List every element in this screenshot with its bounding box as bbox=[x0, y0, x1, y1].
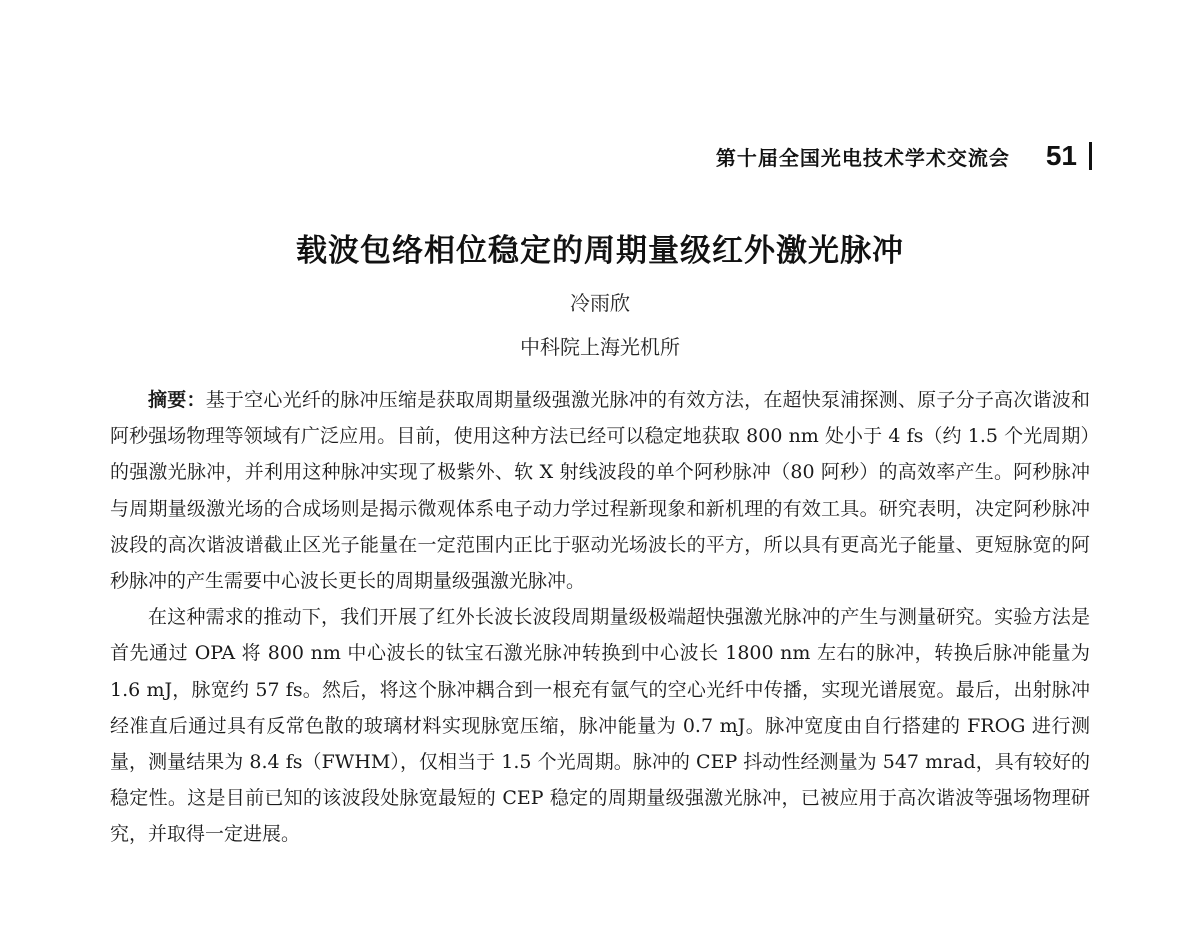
abstract-text: 基于空心光纤的脉冲压缩是获取周期量级强激光脉冲的有效方法，在超快泵浦探测、原子分子高次谐波和阿秒强场物理等领域有广泛应用。目前，使用这种方法已经可以稳定地获取 800 nm 处小于 4 fs（约 1.5 个光周期）的强激光脉冲，并利用这种脉冲实现了极紫外、软 X 射线波段的单个阿秒脉冲（80 阿秒）的高效率产生。阿秒脉冲与周期量级激光场的合成场则是揭示微观体系电子动力学过程新现象和新机理的有效工具。研究表明，决定阿秒脉冲波段的高次谐波谱截止区光子能量在一定范围内正比于驱动光场波长的平方，所以具有更高光子能量、更短脉宽的阿秒脉冲的产生需要中心波长更长的周期量级强激光脉冲。 bbox=[110, 389, 1090, 593]
abstract-paragraph bbox=[110, 382, 1090, 599]
abstract-label: 摘要： bbox=[148, 389, 206, 411]
page-number: 51 bbox=[1045, 140, 1077, 171]
paper-body bbox=[110, 382, 1090, 853]
author-name: 冷雨欣 bbox=[570, 291, 630, 315]
body-paragraph-2: 在这种需求的推动下，我们开展了红外长波长波段周期量级极端超快强激光脉冲的产生与测量研究。实验方法是首先通过 OPA 将 800 nm 中心波长的钛宝石激光脉冲转换到中心波长 1800 nm 左右的脉冲，转换后脉冲能量为 1.6 mJ，脉宽约 57 fs。然后，将这个脉冲耦合到一根充有氩气的空心光纤中传播，实现光谱展宽。最后，出射脉冲经准直后通过具有反常色散的玻璃材料实现脉宽压缩，脉冲能量为 0.7 mJ。脉冲宽度由自行搭建的 FROG 进行测量，测量结果为 8.4 fs（FWHM），仅相当于 1.5 个光周期。脉冲的 CEP 抖动性经测量为 547 mrad，具有较好的稳定性。这是目前已知的该波段处脉宽最短的 CEP 稳定的周期量级强激光脉冲，已被应用于高次谐波等强场物理研究，并取得一定进展。 bbox=[110, 606, 1090, 846]
running-header bbox=[716, 140, 1092, 172]
journal-name: 第十届全国光电技术学术交流会 bbox=[715, 145, 1010, 170]
page-number-block bbox=[1046, 140, 1092, 172]
author-affiliation: 中科院上海光机所 bbox=[520, 335, 680, 359]
paper-title: 载波包络相位稳定的周期量级红外激光脉冲 bbox=[296, 233, 904, 269]
header-rule-divider bbox=[1089, 142, 1092, 170]
